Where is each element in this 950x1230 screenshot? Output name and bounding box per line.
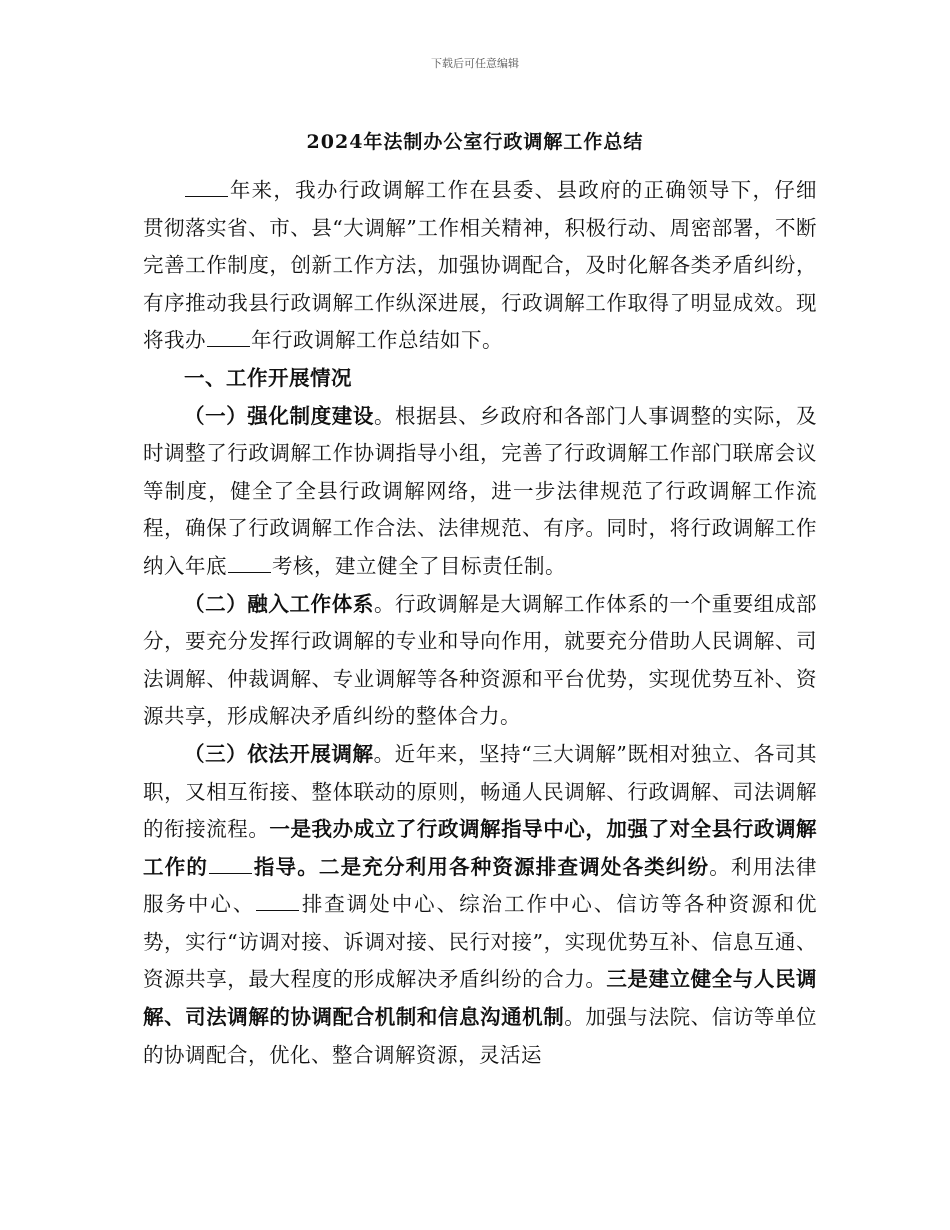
item-2-text: 。行政调解是大调解工作体系的一个重要组成部分，要充分发挥行政调解的专业和导向作用，就要充分借助人民调解、司法调解、仲裁调解、专业调解等各种资源和平台优势，实现优势互补、资源共享，形成解决矛盾纠纷的整体合力。 <box>143 591 818 729</box>
item-3-title: （三）依法开展调解 <box>184 741 374 766</box>
item-3-text-d: 。加强与法院、信访等单位的协调配合，优化、整合调解资源，灵活运 <box>143 1005 818 1067</box>
fill-blank <box>228 554 271 573</box>
item-3-bold-1b: 指导。 <box>253 854 319 879</box>
item-3-text-b: 。利用法律服务中心、 <box>143 854 818 917</box>
document-title: 2024年法制办公室行政调解工作总结 <box>306 131 644 153</box>
item-1-paragraph <box>143 398 817 586</box>
item-2-paragraph <box>143 586 817 736</box>
fill-blank <box>209 854 252 873</box>
item-1-text-b: 考核，建立健全了目标责任制。 <box>272 553 567 578</box>
item-3-text-a: 。近年来，坚持“三大调解”既相对独立、各司其职，又相互衔接、整体联动的原则，畅通人民调解、行政调解、司法调解的衔接流程。 <box>143 741 817 842</box>
item-3-paragraph <box>143 736 817 1074</box>
fill-blank <box>185 178 228 197</box>
item-2-title: （二）融入工作体系 <box>184 591 374 616</box>
fill-blank <box>256 892 299 911</box>
item-3-text-c: 排查调处中心、综治工作中心、信访等各种资源和优势，实行“访调对接、诉调对接、民行对接”，实现优势互补、信息互通、资源共享，最大程度的形成解决矛盾纠纷的合力。 <box>143 892 818 992</box>
section-heading-1: 一、工作开展情况 <box>184 365 352 390</box>
item-3-bold-3: 三是建立健全与人民调解、司法调解的协调配合机制和信息沟通机制 <box>143 967 818 1030</box>
intro-text-1: 年来，我办行政调解工作在县委、县政府的正确领导下，仔细贯彻落实省、市、县“大调解”工作相关精神，积极行动、周密部署，不断完善工作制度，创新工作方法，加强协调配合，及时化解各类矛盾纠纷，有序推动我县行政调解工作纵深进展，行政调解工作取得了明显成效。现将我办 <box>143 178 817 353</box>
item-3-bold-1a: 一是我办成立了行政调解指导中心，加强了对全县行政调解工作的 <box>143 817 818 879</box>
item-1-text-a: 。根据县、乡政府和各部门人事调整的实际，及时调整了行政调解工作协调指导小组，完善了行政调解工作部门联席会议等制度，健全了全县行政调解网络，进一步法律规范了行政调解工作流程，确保了行政调解工作合法、法律规范、有序。同时，将行政调解工作纳入年底 <box>143 403 818 578</box>
item-1-title: （一）强化制度建设 <box>184 403 374 428</box>
intro-paragraph <box>143 172 817 360</box>
fill-blank <box>207 328 250 347</box>
document-body <box>143 172 817 1074</box>
header-note: 下载后可任意编辑 <box>431 57 519 70</box>
intro-text-2: 年行政调解工作总结如下。 <box>251 328 504 353</box>
item-3-bold-2: 二是充分利用各种资源排查调处各类纠纷 <box>318 854 710 879</box>
